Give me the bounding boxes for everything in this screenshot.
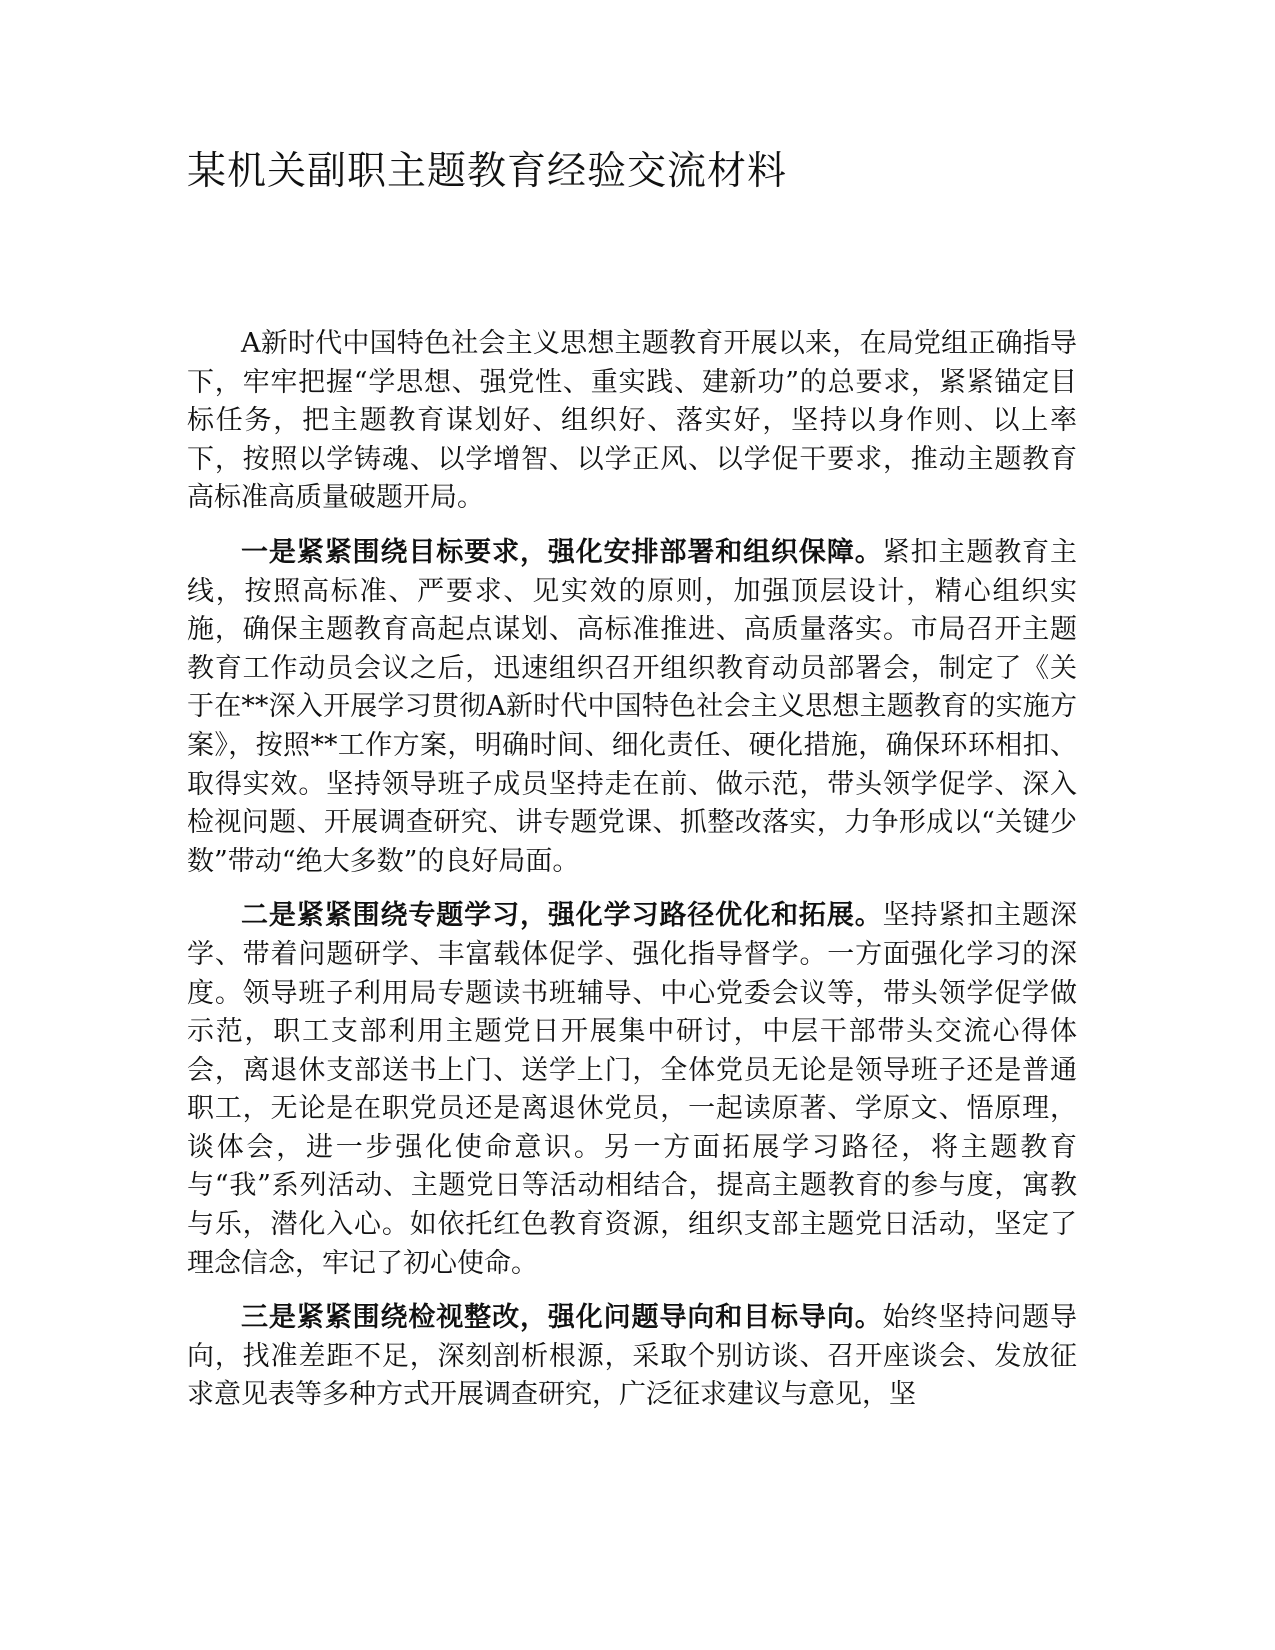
paragraph-intro — [187, 325, 1077, 518]
paragraph-point-3 — [187, 1299, 1077, 1415]
paragraph-text: 始终坚持问题导向，找准差距不足，深刻剖析根源，采取个别访谈、召开座谈会、发放征求意见表等多种方式开展调查研究，广泛征求建议与意见，坚 — [187, 1302, 1078, 1411]
paragraph-text: A新时代中国特色社会主义思想主题教育开展以来，在局党组正确指导下，牢牢把握“学思想、强党性、重实践、建新功”的总要求，紧紧锚定目标任务，把主题教育谋划好、组织好、落实好，坚持以身作则、以上率下，按照以学铸魂、以学增智、以学正风、以学促干要求，推动主题教育高标准高质量破题开局。 — [187, 328, 1077, 514]
paragraph-lead: 三是紧紧围绕检视整改，强化问题导向和目标导向。 — [241, 1302, 883, 1334]
document-title: 某机关副职主题教育经验交流材料 — [187, 149, 788, 194]
paragraph-lead: 二是紧紧围绕专题学习，强化学习路径优化和拓展。 — [241, 900, 883, 932]
document-body — [187, 325, 1077, 1431]
paragraph-point-2 — [187, 897, 1077, 1283]
paragraph-lead: 一是紧紧围绕目标要求，强化安排部署和组织保障。 — [241, 536, 883, 568]
paragraph-text: 紧扣主题教育主线，按照高标准、严要求、见实效的原则，加强顶层设计，精心组织实施，确保主题教育高起点谋划、高标准推进、高质量落实。市局召开主题教育工作动员会议之后，迅速组织召开组织教育动员部署会，制定了《关于在**深入开展学习贯彻A新时代中国特色社会主义思想主题教育的实施方案》，按照**工作方案，明确时间、细化责任、硬化措施，确保环环相扣、取得实效。坚持领导班子成员坚持走在前、做示范，带头领学促学、深入检视问题、开展调查研究、讲专题党课、抓整改落实，力争形成以“关键少数”带动“绝大多数”的良好局面。 — [187, 536, 1078, 877]
paragraph-point-1 — [187, 534, 1077, 881]
paragraph-text: 坚持紧扣主题深学、带着问题研学、丰富载体促学、强化指导督学。一方面强化学习的深度。领导班子利用局专题读书班辅导、中心党委会议等，带头领学促学做示范，职工支部利用主题党日开展集中研讨，中层干部带头交流心得体会，离退休支部送书上门、送学上门，全体党员无论是领导班子还是普通职工，无论是在职党员还是离退休党员，一起读原著、学原文、悟原理，谈体会，进一步强化使命意识。另一方面拓展学习路径，将主题教育与“我”系列活动、主题党日等活动相结合，提高主题教育的参与度，寓教与乐，潜化入心。如依托红色教育资源，组织支部主题党日活动，坚定了理念信念，牢记了初心使命。 — [187, 900, 1078, 1279]
